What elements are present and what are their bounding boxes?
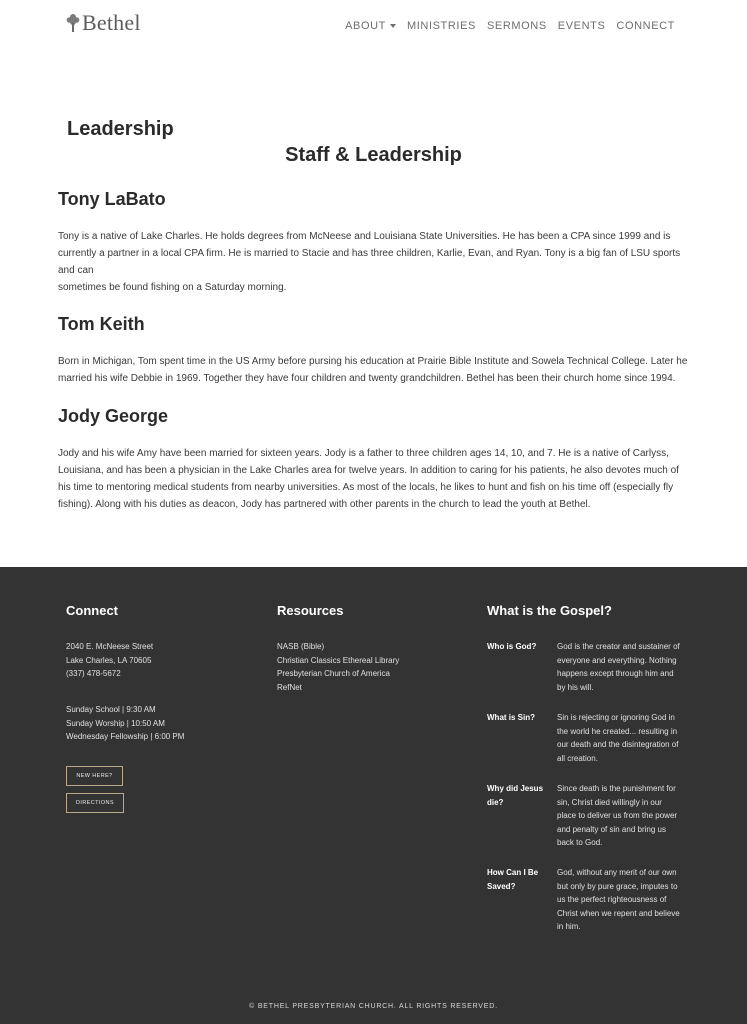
page-title: Leadership [67,118,174,140]
copyright-text: © BETHEL PRESBYTERIAN CHURCH. ALL RIGHTS RESERVED. [249,1003,498,1010]
service-time: Sunday Worship | 10:50 AM [66,718,165,728]
gospel-question: What is Sin? [487,713,535,722]
gospel-answer: God is the creator and sustainer of everyone and everything. Nothing happens except through him and by his will. [557,642,680,692]
resource-link[interactable]: Christian Classics Ethereal Library [277,655,400,665]
leader-bio: Jody and his wife Amy have been married for sixteen years. Jody is a father to three children ages 14, 10, and 7. He is a native of Carlyss, Louisiana, and has been a physician in the Lake Charles area for twelve years. In addition to caring for his patients, he also devotes much of his time to mentoring medical students from nearby universities. As most of the locals, he likes to hunt and fish on his time off (especially fly fishing). Along with his duties as deacon, Jody has partnered with other parents in the church to lead the youth at Bethel. [58,448,679,510]
footer-gospel-title: What is the Gospel? [487,603,612,618]
directions-button[interactable]: DIRECTIONS [66,793,124,813]
logo-text: Bethel [82,10,141,35]
chevron-down-icon [390,24,396,28]
phone-number[interactable]: (337) 478-5672 [66,669,121,678]
footer-connect-title: Connect [66,603,118,618]
resource-link[interactable]: NASB (Bible) [277,642,325,651]
main-nav [345,20,675,32]
nav-connect[interactable]: CONNECT [616,20,675,32]
nav-ministries[interactable]: MINISTRIES [407,20,476,32]
footer-address [66,640,153,681]
address-line: 2040 E. McNeese Street [66,642,154,651]
service-time: Sunday School | 9:30 AM [66,705,156,714]
section-title: Staff & Leadership [285,144,462,166]
leader-name: Tom Keith [58,314,145,334]
resource-links [277,640,399,694]
tree-icon [66,13,80,33]
nav-about-label: ABOUT [345,20,386,32]
address-line: Lake Charles, LA 70605 [66,655,152,665]
site-footer [0,567,747,1024]
leader-name: Jody George [58,406,169,426]
nav-about[interactable] [345,20,396,32]
gospel-question: How Can I Be Saved? [487,868,539,891]
footer-resources-title: Resources [277,603,344,618]
site-header [0,0,747,52]
service-time: Wednesday Fellowship | 6:00 PM [66,732,185,741]
nav-sermons[interactable]: SERMONS [486,20,547,32]
gospel-answer: God, without any merit of our own but only by pure grace, imputes to us the perfect righteousness of Christ when we repent and believe in him. [557,868,680,931]
gospel-question: Who is God? [487,642,537,651]
leader-bio: Born in Michigan, Tom spent time in the US Army before pursing his education at Prairie Bible Institute and Sowela Technical College. Later he married his wife Debbie in 1969. Together they have four children and twenty grandchildren. Bethel has been their church home since 1994. [58,356,688,384]
leader-bio: Tony is a native of Lake Charles. He holds degrees from McNeese and Louisiana State Universities. He has been a CPA since 1999 and is currently a partner in a local CPA firm. He is married to Stacie and has three children, Karlie, Evan, and Ryan. Tony is a big fan of LSU sports and can sometimes be found fishing on a Saturday morning. [58,231,681,293]
new-here-button[interactable]: NEW HERE? [66,766,123,786]
nav-events[interactable]: EVENTS [557,20,606,32]
leader-profile [58,314,694,387]
leader-profile [58,406,694,513]
gospel-question: Why did Jesus die? [487,784,544,807]
gospel-answer: Since death is the punishment for sin, Christ died willingly in our place to deliver us from the power and penalty of sin and bring us back to God. [557,784,678,847]
resource-link[interactable]: RefNet [277,682,302,692]
gospel-answer: Sin is rejecting or ignoring God in the world he created... resulting in our death and the disintegration of all creation. [557,713,679,763]
service-times [66,703,184,744]
leader-profile [58,189,694,296]
logo[interactable] [66,12,141,34]
resource-link[interactable]: Presbyterian Church of America [277,669,390,678]
leader-name: Tony LaBato [58,189,166,209]
